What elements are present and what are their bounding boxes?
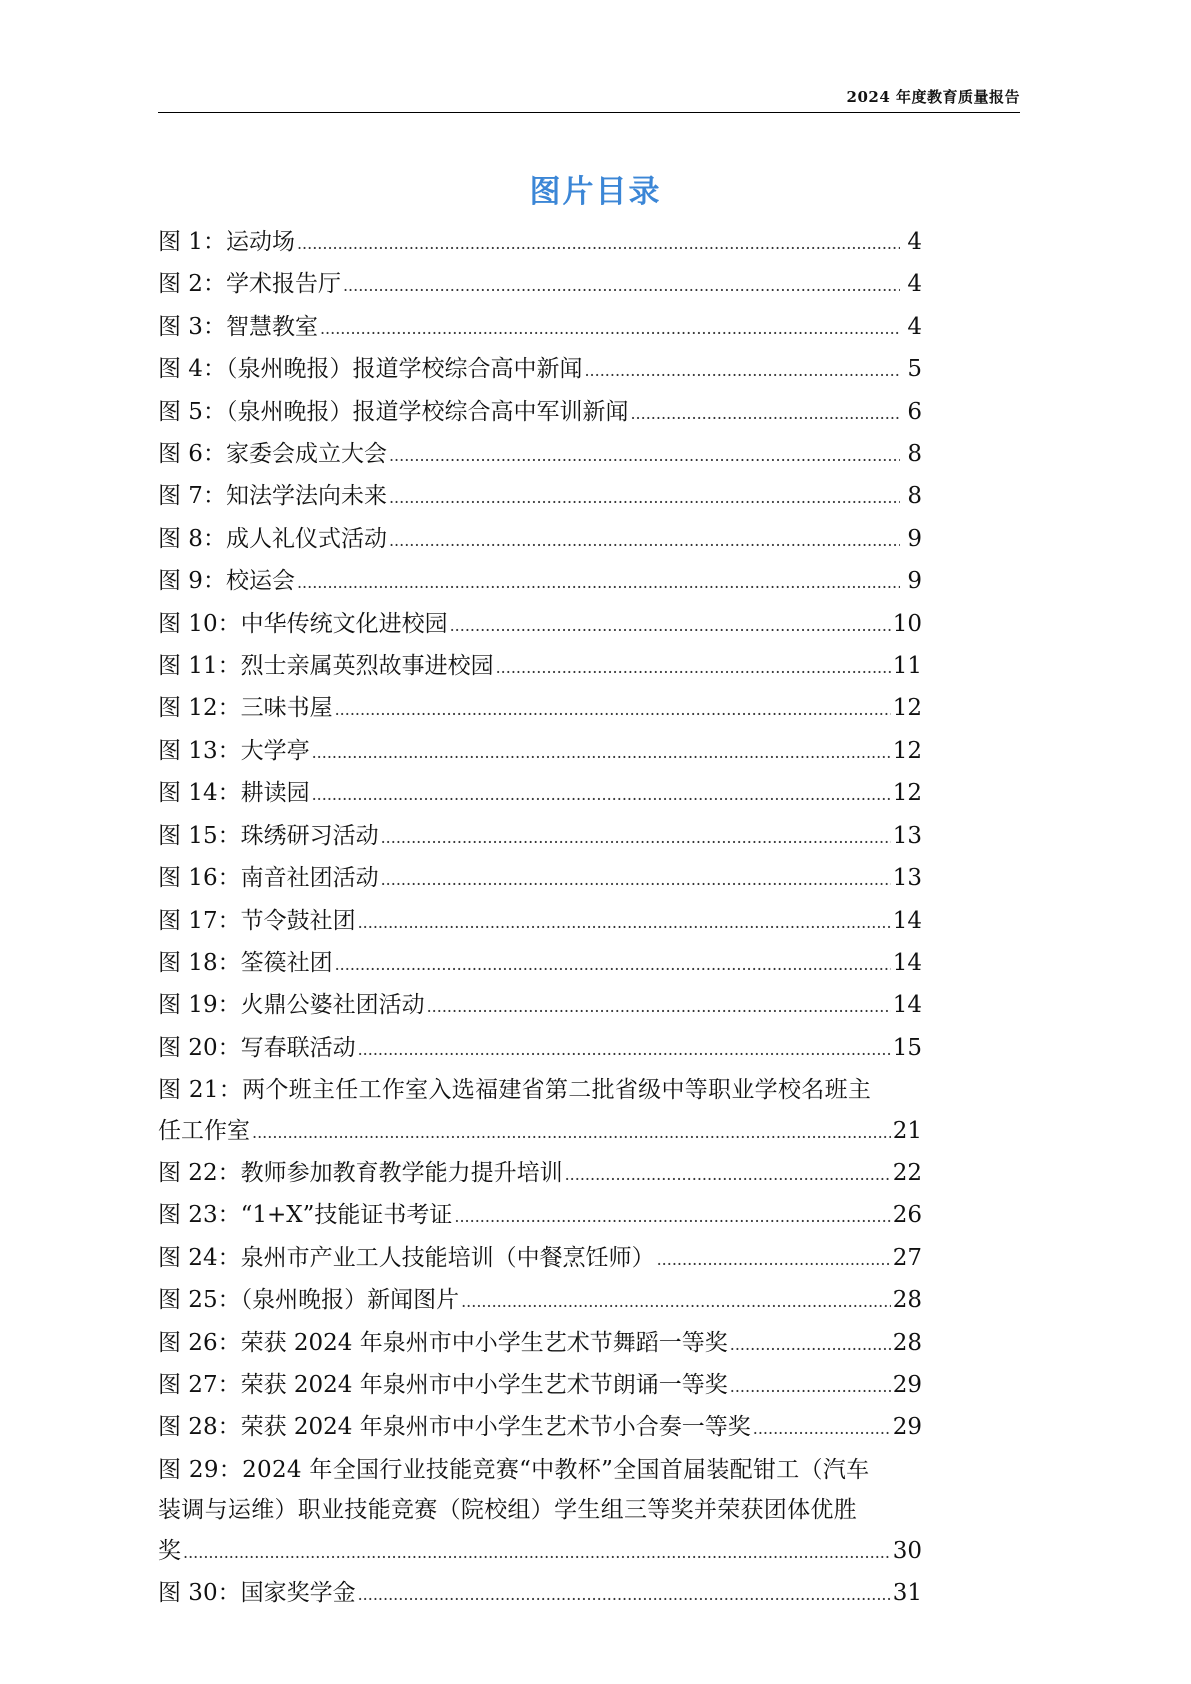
toc-entry[interactable] [158,773,1016,815]
toc-page-number: 27 [892,1244,922,1271]
toc-entry-label: 图 4：（泉州晚报）报道学校综合高中新闻 [158,356,583,383]
dot-leader [320,307,900,349]
toc-entry[interactable] [158,816,1016,858]
toc-page-number: 4 [907,313,922,340]
dot-leader [312,773,891,815]
toc-entry-label: 图 24：泉州市产业工人技能培训（中餐烹饪师） [158,1244,655,1271]
toc-page-number: 29 [892,1414,922,1441]
toc-entry[interactable] [158,349,1016,391]
dot-leader [297,561,900,603]
toc-entry-label: 图 10：中华传统文化进校园 [158,610,448,637]
toc-entry-label: 图 6：家委会成立大会 [158,441,387,468]
dot-leader [389,434,900,476]
toc-entry[interactable] [158,264,1016,306]
dot-leader [496,646,891,688]
toc-entry-label: 图 7：知法学法向未来 [158,483,387,510]
toc-entry-label: 图 19：火鼎公婆社团活动 [158,992,425,1019]
dot-leader [335,943,891,985]
toc-entry-line: 图 21：两个班主任工作室入选福建省第二批省级中等职业学校名班主 [158,1077,872,1104]
toc-entry[interactable] [158,731,1016,773]
toc-entry-label: 图 26：荣获 2024 年泉州市中小学生艺术节舞蹈一等奖 [158,1329,728,1356]
toc-page-number: 28 [892,1287,922,1314]
header-title: 2024 年度教育质量报告 [846,88,1020,106]
toc-entry[interactable] [158,858,1016,900]
dot-leader [657,1238,891,1280]
toc-page-number: 26 [892,1202,922,1229]
toc-entry-label: 图 8：成人礼仪式活动 [158,525,387,552]
toc-page-number: 12 [892,780,922,807]
dot-leader [381,816,891,858]
dot-leader [183,1531,891,1573]
toc-entry-label: 图 17：节令鼓社团 [158,907,356,934]
dot-leader [730,1365,891,1407]
dot-leader [450,604,891,646]
toc-entry-label: 图 30：国家奖学金 [158,1580,356,1606]
toc-page-number: 5 [907,356,922,383]
toc-page-number: 12 [892,737,922,764]
toc-page-number: 30 [892,1537,922,1564]
toc-page-number: 21 [892,1117,922,1144]
toc-page-number: 8 [907,441,922,468]
toc-page-number: 28 [892,1329,922,1356]
dot-leader [252,1111,891,1153]
toc-entry-label: 图 14：耕读园 [158,780,310,807]
toc-entry[interactable] [158,561,1016,603]
toc-page-number: 9 [907,525,922,552]
toc-entry[interactable] [158,1070,1016,1153]
toc-entry[interactable] [158,646,1016,688]
toc-entry-label: 图 23：“1+X”技能证书考证 [158,1202,453,1229]
dot-leader [584,349,900,391]
toc-page-number: 14 [892,949,922,976]
toc-entry[interactable] [158,1195,1016,1237]
toc-entry-label: 图 18：筌篌社团 [158,949,333,976]
toc-entry[interactable] [158,985,1016,1027]
dot-leader [343,264,900,306]
toc-entry[interactable] [158,1407,1016,1449]
toc-page-number: 4 [907,229,922,255]
toc-entry-label: 图 9：校运会 [158,568,295,595]
toc-page-number: 29 [892,1371,922,1398]
toc-page-number: 11 [892,653,922,680]
toc-entry[interactable] [158,1365,1016,1407]
toc-entry-label: 图 11：烈士亲属英烈故事进校园 [158,653,494,680]
page-header [158,82,1020,113]
toc-page-number: 12 [892,695,922,722]
toc-entry-label: 图 5：（泉州晚报）报道学校综合高中军训新闻 [158,398,629,425]
toc-entry[interactable] [158,1323,1016,1365]
toc-entry[interactable] [158,1238,1016,1280]
toc-entry-label: 任工作室 [158,1117,250,1144]
toc-page-number: 10 [892,610,922,637]
dot-leader [730,1323,891,1365]
dot-leader [454,1195,890,1237]
toc-entry[interactable] [158,222,1016,264]
toc-entry[interactable] [158,1280,1016,1322]
toc-page-number: 9 [907,568,922,595]
dot-leader [427,985,891,1027]
dot-leader [389,519,900,561]
toc-entry-label: 图 16：南音社团活动 [158,865,379,892]
toc-page-number: 14 [892,907,922,934]
toc-page-number: 15 [892,1034,922,1061]
toc-entry[interactable] [158,604,1016,646]
toc-entry-label: 图 20：写春联活动 [158,1034,356,1061]
toc-entry-label: 图 25：（泉州晚报）新闻图片 [158,1287,460,1314]
toc-entry-label: 奖 [158,1537,181,1564]
toc-entry[interactable] [158,434,1016,476]
toc-entry[interactable] [158,1450,1016,1573]
dot-leader [358,901,891,943]
dot-leader [630,392,900,434]
toc-page-number: 14 [892,992,922,1019]
toc-entry[interactable] [158,476,1016,518]
toc-entry[interactable] [158,901,1016,943]
toc-entry-label: 图 27：荣获 2024 年泉州市中小学生艺术节朗诵一等奖 [158,1371,728,1398]
dot-leader [461,1280,891,1322]
toc-page-number: 8 [907,483,922,510]
toc-page-number: 6 [907,398,922,425]
toc-entry[interactable] [158,1153,1016,1195]
toc-page-number: 31 [892,1580,922,1606]
dot-leader [297,222,900,264]
toc-page-number: 4 [907,271,922,298]
toc-entry[interactable] [158,519,1016,561]
toc-entry[interactable] [158,1573,1016,1615]
page-title: 图片目录 [529,174,662,210]
toc-entry[interactable] [158,392,1016,434]
toc-page-number: 13 [892,865,922,892]
dot-leader [565,1153,891,1195]
toc-page-number: 13 [892,822,922,849]
toc-entry-label: 图 2：学术报告厅 [158,271,341,298]
dot-leader [358,1573,891,1615]
dot-leader [335,688,891,730]
figure-list [158,222,1016,1615]
toc-entry[interactable] [158,1028,1016,1070]
toc-entry-label: 图 12：三味书屋 [158,695,333,722]
toc-entry-label: 图 28：荣获 2024 年泉州市中小学生艺术节小合奏一等奖 [158,1414,751,1441]
toc-entry-line: 图 29：2024 年全国行业技能竞赛“中教杯”全国首届装配钳工（汽车 [158,1456,870,1483]
toc-entry-label: 图 22：教师参加教育教学能力提升培训 [158,1159,563,1186]
toc-entry[interactable] [158,307,1016,349]
dot-leader [753,1407,891,1449]
toc-entry-label: 图 3：智慧教室 [158,313,318,340]
toc-entry-label: 图 13：大学亭 [158,737,310,764]
toc-entry-label: 图 1：运动场 [158,229,295,255]
toc-entry[interactable] [158,688,1016,730]
dot-leader [381,858,891,900]
toc-entry-label: 图 15：珠绣研习活动 [158,822,379,849]
toc-entry[interactable] [158,943,1016,985]
toc-entry-line: 装调与运维）职业技能竞赛（院校组）学生组三等奖并荣获团体优胜 [158,1497,857,1524]
toc-page-number: 22 [892,1159,922,1186]
dot-leader [358,1028,891,1070]
dot-leader [312,731,891,773]
dot-leader [389,476,900,518]
